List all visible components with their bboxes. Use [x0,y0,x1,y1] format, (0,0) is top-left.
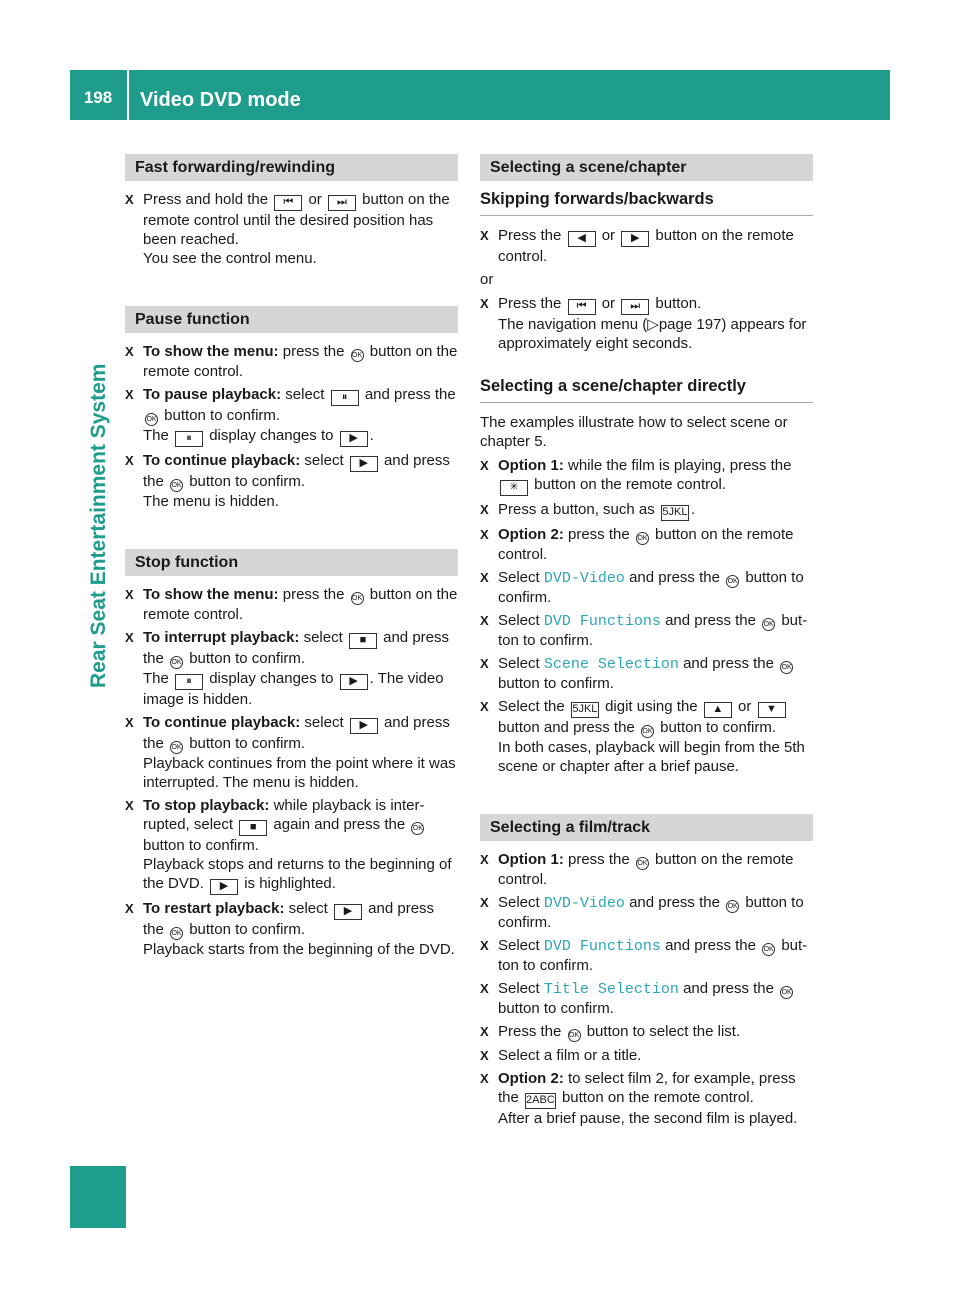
bullet-arrow-icon: X [125,798,134,813]
bullet-arrow-icon: X [480,296,489,311]
list-item: X To interrupt playback: select ■ and press the OK button to confirm. The ⏸ display changes to ▶ . The video image is hidden. [125,629,449,708]
list-item: X To restart playback: select ▶ and press the OK button to confirm. Playback starts from the beginning of the DVD. [125,900,455,958]
play-icon: ▶ [350,456,378,472]
list-item: X Press and hold the ⏮ or ⏭ button on the remote control until the desired position has been reached. You see the control menu. [125,191,450,267]
menu-item-dvd-video: DVD-Video [543,895,625,912]
bullet-arrow-icon: X [480,938,489,953]
play-icon: ▶ [340,674,368,690]
bullet-arrow-icon: X [125,901,134,916]
play-icon: ▶ [621,231,649,247]
ok-button-icon: OK [145,413,158,426]
bullet-arrow-icon: X [125,630,134,645]
pause-icon: ⏸ [175,674,203,690]
ok-button-icon: OK [568,1029,581,1042]
bullet-arrow-icon: X [480,458,489,473]
left-arrow-button-icon: ◀ [568,231,596,247]
subsection-direct-title: Selecting a scene/chapter directly [480,377,813,403]
ok-button-icon: OK [641,725,654,738]
ok-button-icon: OK [636,857,649,870]
header-divider [127,70,129,120]
subsection-skip-title: Skipping forwards/backwards [480,190,813,216]
list-item: X Option 2: press the OK button on the remote control. [480,526,794,563]
menu-item-title-selection: Title Selection [543,981,679,998]
bullet-arrow-icon: X [125,715,134,730]
ok-button-icon: OK [170,741,183,754]
next-button-icon: ⏭ [621,299,649,315]
list-item: X Select DVD-Video and press the OK button to confirm. [480,894,804,931]
menu-item-scene-selection: Scene Selection [543,656,679,673]
menu-item-dvd-video: DVD-Video [543,570,625,587]
section-fast-forward-title: Fast forwarding/rewinding [125,154,458,181]
left-column [125,154,458,963]
section-film-title: Selecting a film/track [480,814,813,841]
list-item: X Press the OK button to select the list. [480,1023,741,1040]
list-item: X Select Scene Selection and press the OK button to confirm. [480,655,792,692]
next-button-icon: ⏭ [328,195,356,211]
ok-button-icon: OK [726,575,739,588]
pause-icon: ⏸ [331,390,359,406]
list-item: X Press the ⏮ or ⏭ button. The navigation menu (▷page 197) appears for approximately eight seconds. [480,295,807,352]
ok-button-icon: OK [780,986,793,999]
ok-button-icon: OK [780,661,793,674]
or-text: or [480,271,494,288]
bullet-arrow-icon: X [125,453,134,468]
digit-2-button-icon: 2ABC [525,1093,556,1109]
menu-item-dvd-functions: DVD Functions [543,938,661,955]
list-item: X To pause playback: select ⏸ and press the OK button to confirm. The ⏸ display changes to ▶ . [125,385,458,447]
ok-button-icon: OK [726,900,739,913]
digit-5-button-icon: 5JKL [661,505,689,521]
play-icon: ▶ [340,431,368,447]
list-item: X Option 2: to select film 2, for example, press the 2ABC button on the remote control. After a brief pause, the second film is played. [480,1070,798,1127]
page-title: Video DVD mode [140,89,301,111]
section-pause-title: Pause function [125,306,458,333]
stop-icon: ■ [349,633,377,649]
bullet-arrow-icon: X [480,895,489,910]
page-number: 198 [83,88,113,107]
section-stop-title: Stop function [125,549,458,576]
digit-5-button-icon: 5JKL [571,702,599,718]
menu-item-dvd-functions: DVD Functions [543,613,661,630]
list-item: X To continue playback: select ▶ and press the OK button to confirm. Playback continues from the point where it was interrupted. The menu is hidden. [125,714,456,791]
up-button-icon: ▲ [704,702,732,718]
ok-button-icon: OK [762,943,775,956]
play-icon: ▶ [210,879,238,895]
ok-button-icon: OK [170,656,183,669]
prev-button-icon: ⏮ [274,195,302,211]
bullet-arrow-icon: X [480,1048,489,1063]
list-item: X To show the menu: press the OK button on the remote control. [125,586,458,623]
prev-button-icon: ⏮ [568,299,596,315]
section-scene-title: Selecting a scene/chapter [480,154,813,181]
list-item: X To show the menu: press the OK button on the remote control. [125,343,458,380]
bullet-arrow-icon: X [480,613,489,628]
ok-button-icon: OK [762,618,775,631]
list-item: X Press the ◀ or ▶ button on the remote control. [480,227,794,265]
right-column [480,154,813,1132]
bullet-arrow-icon: X [480,852,489,867]
pause-icon: ⏸ [175,431,203,447]
list-item: X Select Title Selection and press the OK button to confirm. [480,980,792,1017]
list-item: X Select the 5JKL digit using the ▲ or ▼ button and press the OK button to confirm. In both cases, playback will begin from the 5th scene or chapter after a brief pause. [480,698,805,775]
bullet-arrow-icon: X [480,502,489,517]
ok-button-icon: OK [636,532,649,545]
bullet-arrow-icon: X [125,587,134,602]
bullet-arrow-icon: X [480,1024,489,1039]
list-item: X Select DVD-Video and press the OK button to confirm. [480,569,804,606]
intro-text: The examples illustrate how to select scene or chapter 5. [480,414,788,450]
bullet-arrow-icon: X [480,981,489,996]
list-item: X To stop playback: while playback is inter- rupted, select ■ again and press the OK button to confirm. Playback stops and returns to the beginning of the DVD. ▶ is highlighted. [125,796,458,895]
stop-icon: ■ [239,820,267,836]
bullet-arrow-icon: X [480,699,489,714]
bullet-arrow-icon: X [125,192,134,207]
bullet-arrow-icon: X [480,570,489,585]
bullet-arrow-icon: X [480,527,489,542]
ok-button-icon: OK [411,822,424,835]
bullet-arrow-icon: X [480,1071,489,1086]
ok-button-icon: OK [170,927,183,940]
list-item: X Option 1: press the OK button on the remote control. [480,851,794,888]
play-icon: ▶ [334,904,362,920]
ok-button-icon: OK [351,592,364,605]
page-reference-icon: ▷ [647,316,659,333]
star-button-icon: ✳ [500,480,528,496]
ok-button-icon: OK [170,479,183,492]
list-item: X To continue playback: select ▶ and press the OK button to confirm. The menu is hidden. [125,452,450,510]
list-item: X Select a film or a title. [480,1047,642,1064]
list-item: X Press a button, such as 5JKL . [480,500,813,521]
list-item: X Select DVD Functions and press the OK but- ton to confirm. [480,612,808,649]
ok-button-icon: OK [351,349,364,362]
bullet-arrow-icon: X [125,387,134,402]
bullet-arrow-icon: X [480,228,489,243]
list-item: X Option 1: while the film is playing, press the ✳ button on the remote control. [480,456,813,496]
down-button-icon: ▼ [758,702,786,718]
bullet-arrow-icon: X [125,344,134,359]
play-icon: ▶ [350,718,378,734]
list-item: X Select DVD Functions and press the OK but- ton to confirm. [480,937,808,974]
bullet-arrow-icon: X [480,656,489,671]
side-tab-block [70,1166,126,1228]
